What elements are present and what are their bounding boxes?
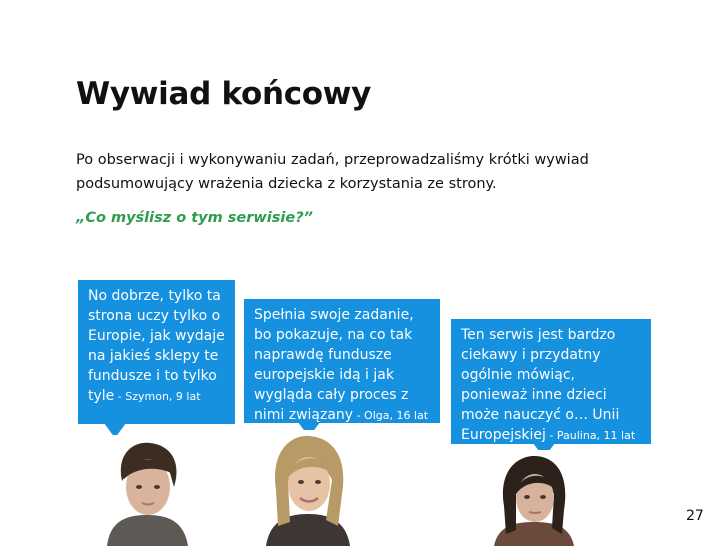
- quote-bubble-olga: [244, 299, 440, 423]
- portrait-illustration: [262, 430, 354, 546]
- intro-paragraph: Po obserwacji i wykonywaniu zadań, przeprowadzaliśmy krótki wywiad podsumowujący wrażenia dziecka z korzystania ze strony.: [76, 152, 589, 192]
- quote-bubble-szymon: [78, 280, 235, 424]
- page-number: 27: [686, 508, 704, 524]
- quote-text: No dobrze, tylko ta strona uczy tylko o Europie, jak wydaje na jakieś sklepy te fundusze i to tylko tyle: [88, 288, 225, 404]
- interview-question: „Co myślisz o tym serwisie?”: [76, 210, 313, 226]
- quote-bubble-paulina: [451, 319, 651, 444]
- portrait-paulina: [492, 450, 576, 546]
- quote-author: - Szymon, 9 lat: [114, 390, 201, 403]
- slide-title: Wywiad końcowy: [76, 76, 372, 112]
- portrait-illustration: [492, 450, 576, 546]
- quote-author: - Paulina, 11 lat: [545, 429, 636, 442]
- quote-text: Spełnia swoje zadanie, bo pokazuje, na co tak naprawdę fundusze europejskie idą i jak wygląda cały proces z nimi związany: [254, 307, 414, 423]
- portrait-szymon: [102, 435, 192, 546]
- quote-author: - Olga, 16 lat: [353, 409, 429, 422]
- portrait-illustration: [102, 435, 192, 546]
- portrait-olga: [262, 430, 354, 546]
- quote-text: Ten serwis jest bardzo ciekawy i przydatny ogólnie mówiąc, ponieważ inne dzieci może nauczyć o… Unii Europejskiej: [461, 327, 620, 443]
